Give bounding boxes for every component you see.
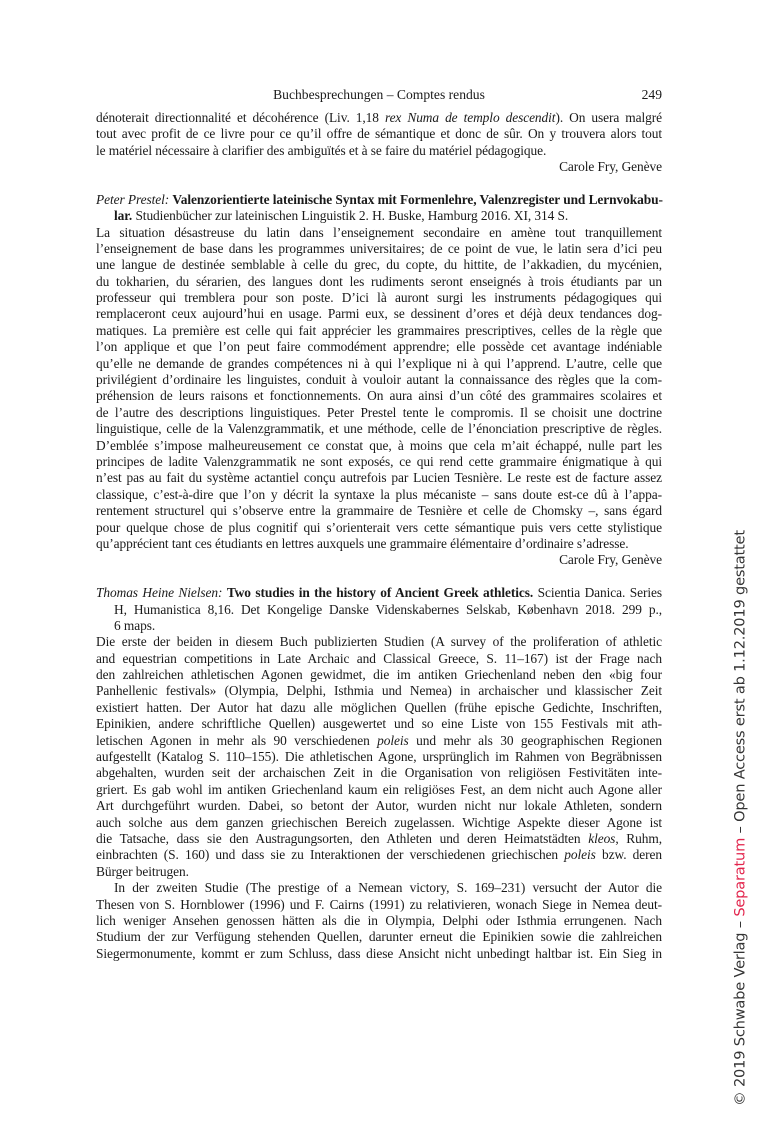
text-line: [96, 487, 662, 503]
text-segment: qu’apprécient tant ces étudiants en lettres auxquels une grammaire élémentaire d’ordinaire s’adresse.: [96, 535, 629, 551]
text-line: [96, 503, 662, 519]
text-line: [96, 847, 662, 863]
text-segment: die Tatsache, dass sie den Austragungsorten, den Athleten und deren Heimatstädten: [96, 830, 589, 846]
text-segment: existiert hatten. Der Autor hat dazu alle möglichen Quellen (frühe epische Gedichte, Inschriften,: [96, 699, 662, 715]
text-segment: , Ruhm,: [615, 830, 662, 846]
text-segment: dénoterait directionnalité et décohérence (Liv. 1,18: [96, 109, 385, 125]
copyright-text-after: – Open Access erst ab 1.12.2019 gestattet: [731, 530, 749, 838]
text-segment: H, Humanistica 8,16. Det Kongelige Danske Videnskabernes Selskab, København 2018. 299 p.,: [114, 601, 662, 617]
text-line: [96, 683, 662, 699]
text-segment: Studium der zur Verfügung stehenden Quellen, darunter erneut die Epinikien sowie die zahlreichen: [96, 929, 662, 945]
text-line: [96, 225, 662, 241]
text-line: [96, 405, 662, 421]
reviewer-signature: Carole Fry, Genève: [559, 158, 662, 174]
bold-title: lar.: [114, 208, 133, 224]
text-segment: 6 maps.: [114, 617, 156, 633]
text-segment: In der zweiten Studie (The prestige of a Nemean victory, S. 169–231) versucht der Autor die: [114, 880, 662, 896]
italic-text: rex Numa de templo descendit: [384, 109, 556, 125]
text-line: [96, 274, 662, 290]
text-line: [96, 782, 662, 798]
text-line: [96, 716, 662, 732]
text-segment: einbrachten (S. 160) und dass sie zu Interaktionen der verschiedenen griechischen: [96, 847, 565, 863]
text-line: [96, 192, 662, 208]
text-line: [96, 618, 662, 634]
text-line: [96, 356, 662, 372]
italic-text: poleis: [564, 847, 596, 863]
text-segment: Bürger beitrugen.: [96, 863, 189, 879]
text-line: [96, 880, 662, 896]
separatum-label: Separatum: [731, 837, 749, 917]
text-line: [96, 323, 662, 339]
text-line: [96, 749, 662, 765]
text-segment: abgehalten, wurden seit der archaischen Zeit in die Organisation von religiösen Festivitäten inte-: [96, 765, 662, 781]
text-line: [96, 388, 662, 404]
review-paragraph: [96, 634, 662, 880]
text-segment: letischen Agonen in mehr als 90 verschiedenen: [96, 732, 378, 748]
text-segment: aufgestellt (Katalog S. 110–155). Die athletischen Agone, ursprünglich im Rahmen von Begräbnissen: [96, 749, 662, 765]
text-segment: linguistique, celle de la Valenzgrammatik, et une méthode, celle de l’énonciation prescriptive de règles.: [96, 421, 662, 437]
review-paragraph: [96, 225, 662, 553]
text-segment: classique, c’est-à-dire que l’on y décrit la syntaxe la plus mécaniste – sans doute est-ce dû à l’appa-: [96, 486, 662, 502]
text-line: [96, 110, 662, 126]
italic-text: poleis: [377, 732, 409, 748]
text-segment: Studienbücher zur lateinischen Linguistik 2. H. Buske, Hamburg 2016. XI, 314 S.: [132, 208, 569, 224]
text-segment: du tokharien, du sérarien, des langues dont les rudiments seront enseignés à trois étudiants par un: [96, 273, 662, 289]
italic-text: Peter Prestel:: [96, 191, 170, 207]
text-segment: n’est pas au fait du système actantiel conçu autrefois par Lucien Tesnière. Le reste est de facture assez: [96, 470, 662, 486]
text-segment: ). On usera malgré: [555, 109, 662, 125]
text-line: [96, 208, 662, 224]
text-segment: privilégient d’ordinaire les linguistes, conduit à vouloir autant la connaissance des règles que la com-: [96, 372, 662, 388]
text-segment: Art durchgeführt wurden. Dabei, so betont der Autor, wurden nicht nur lokale Athleten, sondern: [96, 798, 662, 814]
text-segment: professeur qui tremblera pour son poste. D’ici là auront surgi les instruments pédagogiques qui: [96, 290, 662, 306]
text-line: [96, 634, 662, 650]
text-segment: Die erste der beiden in diesem Buch publizierten Studien (A survey of the proliferation of athletic: [96, 634, 662, 650]
text-segment: Scientia Danica. Series: [533, 585, 662, 601]
text-segment: une langue de destinée semblable à celle du grec, du copte, du hittite, de l’akkadien, du mycénien,: [96, 257, 662, 273]
text-line: [96, 913, 662, 929]
text-segment: lich weniger Ansehen genossen hätten als die in Olympia, Delphi oder Isthmia errungenen. Nach: [96, 912, 662, 928]
text-line: [96, 585, 662, 601]
text-segment: qu’elle ne demande de grandes compétences ni à qui l’explique ni à qui l’apprend. L’autre, celle que: [96, 355, 662, 371]
text-line: [96, 651, 662, 667]
text-line: [96, 438, 662, 454]
text-line: [96, 520, 662, 536]
text-segment: Epinikien, andere schriftliche Quellen) ausgewertet und so eine Liste von 155 Festivals mit ath-: [96, 716, 662, 732]
italic-text: Thomas Heine Nielsen:: [96, 585, 223, 601]
text-line: [96, 290, 662, 306]
text-line: [96, 864, 662, 880]
running-header: [96, 86, 662, 103]
text-line: [96, 339, 662, 355]
running-title: Buchbesprechungen – Comptes rendus: [273, 87, 485, 102]
text-line: [96, 306, 662, 322]
copyright-notice: [732, 530, 749, 1106]
text-segment: rentement structurel qui s’observe entre la grammaire de Tesnière et celle de Chomsky –, sans égard: [96, 503, 662, 519]
text-segment: bzw. deren: [595, 847, 662, 863]
text-segment: D’emblée s’impose malheureusement ce constat que, à moins que cela m’ait échappé, nulle part les: [96, 437, 662, 453]
copyright-text-before: © 2019 Schwabe Verlag –: [731, 916, 749, 1106]
reviewer-signature: Carole Fry, Genève: [559, 552, 662, 568]
text-segment: auch solche aus dem ganzen griechischen Bereich zugelassen. Wichtige Aspekte dieser Agone ist: [96, 814, 662, 830]
text-line: [96, 798, 662, 814]
review-paragraph: [96, 110, 662, 159]
text-line: [96, 241, 662, 257]
section-gap: [96, 569, 662, 585]
text-segment: l’enseignement de base dans les programmes universitaires; de ce point de vue, le latin sera d’ici peu: [96, 240, 662, 256]
text-segment: griert. Es gab wohl im antiken Griechenland kaum ein religiöses Fest, an dem nicht auch Agone aller: [96, 781, 662, 797]
text-segment: Panhellenic festivals» (Olympia, Delphi, Isthmia und Nemea) in archaischer und klassischer Zeit: [96, 683, 662, 699]
italic-text: kleos: [588, 830, 616, 846]
text-line: [96, 733, 662, 749]
text-segment: le matériel nécessaire à clarifier des ambiguïtés et à se faire du matériel pédagogique.: [96, 142, 547, 158]
text-line: [96, 929, 662, 945]
text-line: [96, 536, 662, 552]
text-line: [96, 143, 662, 159]
text-segment: Siegermonumente, kommt er zum Schluss, dass diese Ansicht nicht unbedingt haltbar ist. Ein Sieg in: [96, 945, 662, 961]
text-segment: de l’autre des descriptions linguistiques. Peter Prestel tente le compromis. Il se choisit une doctrine: [96, 404, 662, 420]
text-line: [96, 815, 662, 831]
text-segment: préhension de leurs raisons et fonctionnements. On aura ainsi d’un côté des grammaires scolaires et: [96, 388, 662, 404]
text-line: [96, 421, 662, 437]
bibliographic-entry: [96, 585, 662, 634]
review-paragraph: [96, 880, 662, 962]
text-segment: und mehr als 30 geographischen Regionen: [408, 732, 662, 748]
text-segment: den zahlreichen athletischen Agonen gewidmet, die im antiken Griechenland neben den «big four: [96, 667, 662, 683]
text-line: [96, 257, 662, 273]
bibliographic-entry: [96, 192, 662, 225]
text-line: [96, 602, 662, 618]
text-segment: remplaceront ceux aujourd’hui en usage. Parmi eux, se dessinent d’ores et déjà deux tendances dog-: [96, 306, 662, 322]
text-line: [96, 946, 662, 962]
bold-title: Valenzorientierte lateinische Syntax mit Formenlehre, Valenzregister und Lernvokabu-: [172, 191, 663, 207]
text-line: [96, 765, 662, 781]
text-line: [96, 454, 662, 470]
text-line: [96, 470, 662, 486]
text-segment: l’on applique et que l’on peut faire commodément apprendre; elle possède cet avantage indéniable: [96, 339, 662, 355]
text-line: [96, 372, 662, 388]
text-line: [96, 126, 662, 142]
bold-title: Two studies in the history of Ancient Greek athletics.: [226, 585, 534, 601]
text-line: [96, 667, 662, 683]
text-line: [96, 897, 662, 913]
text-segment: matiques. La première est celle qui fait apprécier les grammaires prescriptives, celles de la règle que: [96, 322, 662, 338]
text-segment: principes de ladite Valenzgrammatik ne sont exposés, ce qui rend cette grammaire énigmatique à qui: [96, 454, 662, 469]
text-line: [96, 700, 662, 716]
text-segment: Thesen von S. Hornblower (1996) und F. Cairns (1991) zu relativieren, wonach Siege in Nemea deut-: [96, 896, 662, 912]
text-segment: pour quelque chose de plus cognitif qui s’orienterait vers cette sémantique puis vers cette stylistique: [96, 519, 662, 535]
text-line: [96, 831, 662, 847]
section-gap: [96, 175, 662, 191]
page-number: 249: [641, 87, 662, 102]
text-segment: and equestrian competitions in Late Archaic and Classical Greece, S. 11–167) ist der Frage nach: [96, 650, 662, 666]
text-segment: tout avec profit de ce livre pour ce qu’il offre de sémantique et donc de sûr. On y trouvera alors tout: [96, 126, 662, 142]
text-segment: La situation désastreuse du latin dans l’enseignement secondaire en amène tout tranquillement: [96, 224, 662, 240]
page-body: [96, 110, 662, 962]
